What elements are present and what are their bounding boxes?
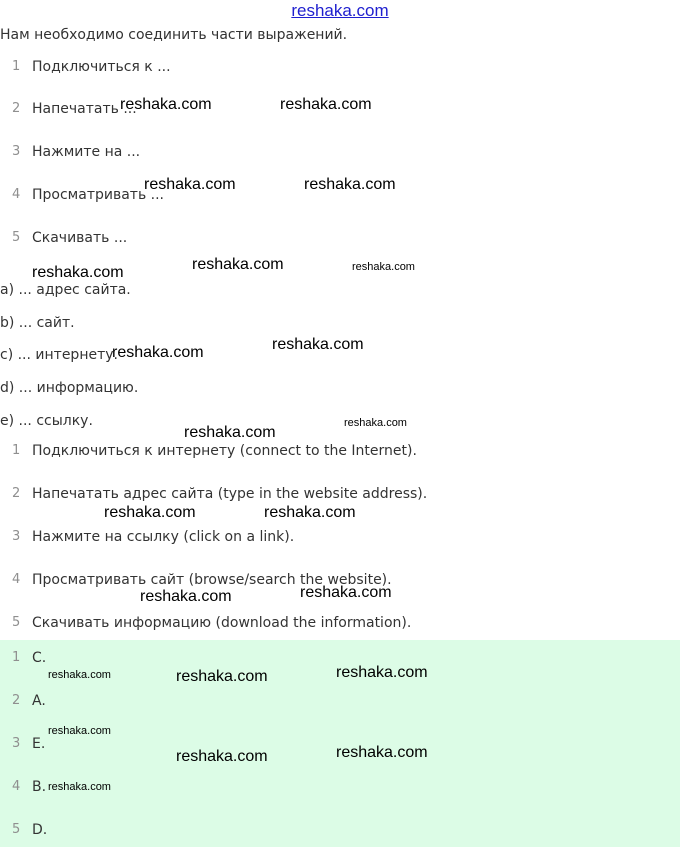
watermark: reshaka.com bbox=[176, 668, 268, 685]
ending-text: b) ... сайт. bbox=[0, 315, 75, 331]
item-text: Подключиться к ... bbox=[32, 59, 171, 75]
item-number: 4 bbox=[12, 779, 21, 794]
watermark: reshaka.com bbox=[140, 588, 232, 605]
watermark: reshaka.com bbox=[176, 748, 268, 765]
watermark: reshaka.com bbox=[120, 96, 212, 113]
watermark: reshaka.com bbox=[336, 744, 428, 761]
watermark: reshaka.com bbox=[264, 504, 356, 521]
item-number: 1 bbox=[12, 59, 21, 74]
item-number: 5 bbox=[12, 230, 21, 245]
watermark: reshaka.com bbox=[344, 417, 407, 429]
watermark: reshaka.com bbox=[48, 669, 111, 681]
item-number: 1 bbox=[12, 443, 21, 458]
item-number: 2 bbox=[12, 693, 21, 708]
watermark: reshaka.com bbox=[272, 336, 364, 353]
item-number: 4 bbox=[12, 572, 21, 587]
ending-text: c) ... интернету. bbox=[0, 347, 118, 363]
item-number: 3 bbox=[12, 144, 21, 159]
watermark: reshaka.com bbox=[304, 176, 396, 193]
watermark: reshaka.com bbox=[112, 344, 204, 361]
item-text: Скачивать информацию (download the information). bbox=[32, 615, 412, 631]
watermark: reshaka.com bbox=[280, 96, 372, 113]
item-number: 3 bbox=[12, 736, 21, 751]
item-text: Просматривать сайт (browse/search the website). bbox=[32, 572, 392, 588]
item-number: 2 bbox=[12, 101, 21, 116]
answer-text: A. bbox=[32, 693, 46, 709]
site-link[interactable]: reshaka.com bbox=[291, 1, 389, 20]
task-instruction: Нам необходимо соединить части выражений. bbox=[0, 27, 348, 43]
item-text: Напечатать ... bbox=[32, 101, 137, 117]
item-text: Подключиться к интернету (connect to the Internet). bbox=[32, 443, 417, 459]
ending-text: a) ... адрес сайта. bbox=[0, 282, 131, 298]
watermark: reshaka.com bbox=[104, 504, 196, 521]
item-number: 2 bbox=[12, 486, 21, 501]
ending-text: e) ... ссылку. bbox=[0, 413, 93, 429]
item-number: 4 bbox=[12, 187, 21, 202]
item-number: 3 bbox=[12, 529, 21, 544]
watermark: reshaka.com bbox=[48, 725, 111, 737]
item-number: 5 bbox=[12, 822, 21, 837]
watermark: reshaka.com bbox=[48, 781, 111, 793]
item-text: Нажмите на ссылку (click on a link). bbox=[32, 529, 295, 545]
item-number: 1 bbox=[12, 650, 21, 665]
item-number: 5 bbox=[12, 615, 21, 630]
watermark: reshaka.com bbox=[32, 264, 124, 281]
watermark: reshaka.com bbox=[300, 584, 392, 601]
watermark: reshaka.com bbox=[144, 176, 236, 193]
answer-text: C. bbox=[32, 650, 47, 666]
answer-text: D. bbox=[32, 822, 48, 838]
answer-text: E. bbox=[32, 736, 46, 752]
watermark: reshaka.com bbox=[336, 664, 428, 681]
item-text: Нажмите на ... bbox=[32, 144, 141, 160]
item-text: Просматривать ... bbox=[32, 187, 164, 203]
watermark: reshaka.com bbox=[184, 424, 276, 441]
ending-text: d) ... информацию. bbox=[0, 380, 139, 396]
watermark: reshaka.com bbox=[352, 261, 415, 273]
item-text: Напечатать адрес сайта (type in the website address). bbox=[32, 486, 428, 502]
answer-text: B. bbox=[32, 779, 47, 795]
item-text: Скачивать ... bbox=[32, 230, 128, 246]
watermark: reshaka.com bbox=[192, 256, 284, 273]
